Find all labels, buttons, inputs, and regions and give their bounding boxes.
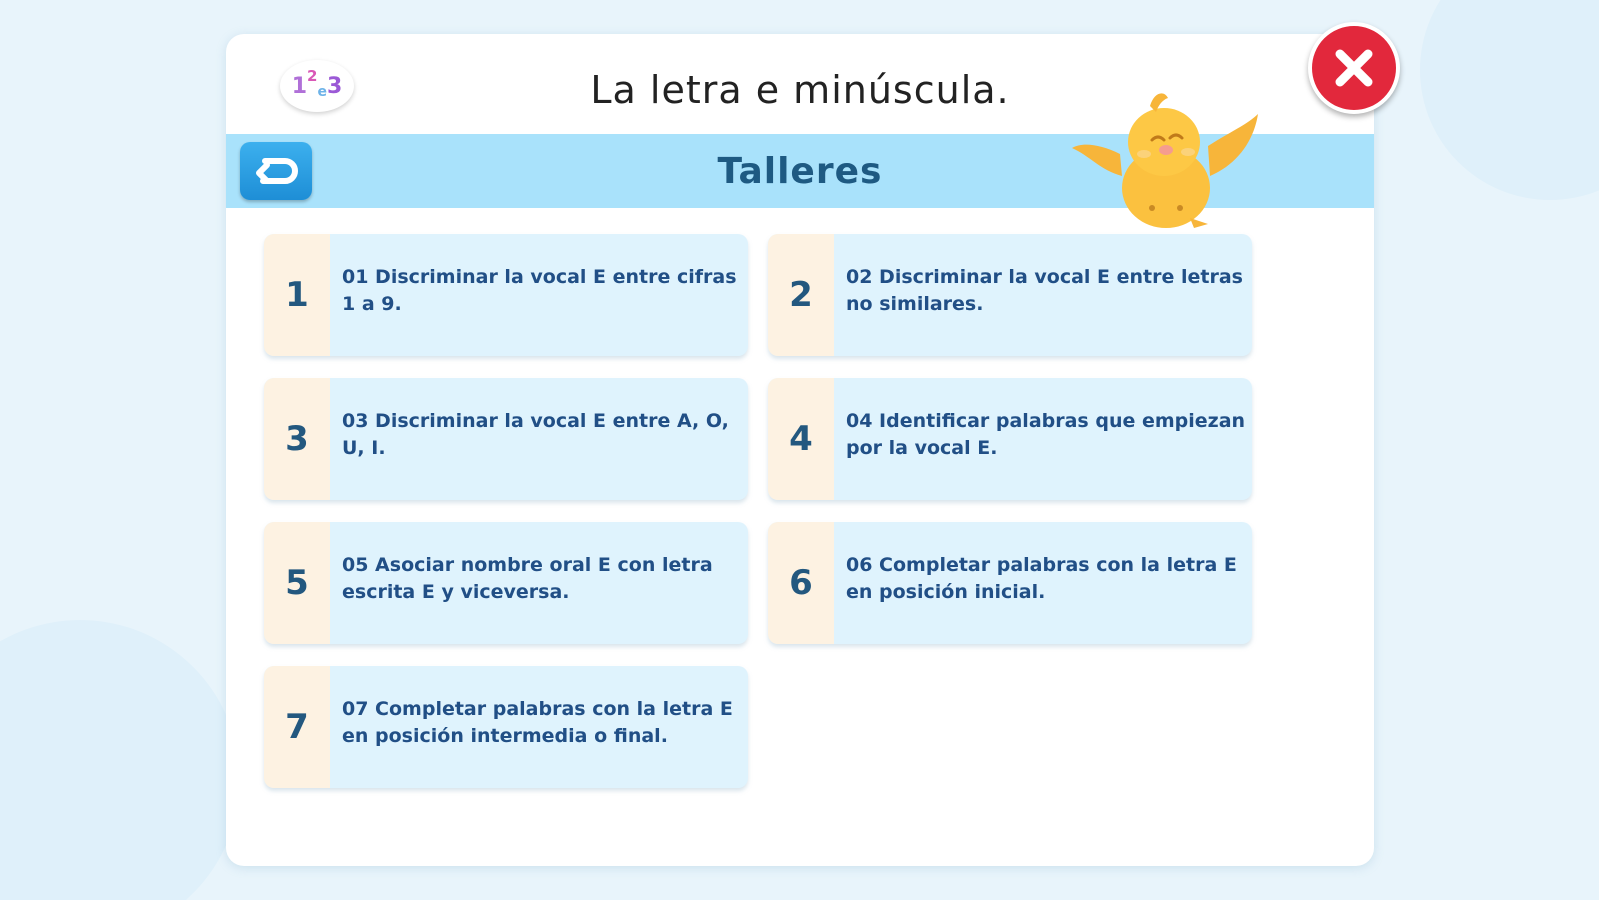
workshop-number: 2 bbox=[768, 234, 834, 356]
workshop-label: 07 Completar palabras con la letra E en posición intermedia o final. bbox=[342, 698, 733, 747]
workshop-label: 02 Discriminar la vocal E entre letras no similares. bbox=[846, 266, 1243, 315]
section-title: Talleres bbox=[717, 150, 883, 192]
workshop-number: 3 bbox=[264, 378, 330, 500]
logo-digit: 3 bbox=[326, 73, 343, 99]
workshop-number: 4 bbox=[768, 378, 834, 500]
workshop-card-6[interactable] bbox=[768, 522, 1252, 644]
workshop-number: 1 bbox=[264, 234, 330, 356]
app-logo bbox=[280, 60, 354, 112]
workshop-number: 7 bbox=[264, 666, 330, 788]
workshop-label: 03 Discriminar la vocal E entre A, O, U, I. bbox=[342, 410, 729, 459]
workshop-label: 06 Completar palabras con la letra E en posición inicial. bbox=[846, 554, 1237, 603]
workshop-label: 04 Identificar palabras que empiezan por la vocal E. bbox=[846, 410, 1246, 459]
workshop-number: 6 bbox=[768, 522, 834, 644]
workshop-number: 5 bbox=[264, 522, 330, 644]
background-decoration bbox=[1420, 0, 1599, 200]
logo-letter: e bbox=[317, 84, 327, 100]
workshop-label: 05 Asociar nombre oral E con letra escrita E y viceversa. bbox=[342, 554, 713, 603]
workshop-card-7[interactable] bbox=[264, 666, 748, 788]
workshop-label: 01 Discriminar la vocal E entre cifras 1 a 9. bbox=[342, 266, 737, 315]
close-x-icon bbox=[1332, 46, 1376, 90]
workshop-card-2[interactable] bbox=[768, 234, 1252, 356]
logo-digit: 1 bbox=[291, 73, 308, 99]
workshop-card-5[interactable] bbox=[264, 522, 748, 644]
background-decoration bbox=[0, 620, 240, 900]
bird-mascot bbox=[1070, 84, 1260, 234]
workshop-card-1[interactable] bbox=[264, 234, 748, 356]
workshop-card-3[interactable] bbox=[264, 378, 748, 500]
close-button[interactable] bbox=[1308, 22, 1400, 114]
logo-digit: 2 bbox=[307, 67, 318, 85]
page-title: La letra e minúscula. bbox=[590, 68, 1010, 112]
workshop-card-4[interactable] bbox=[768, 378, 1252, 500]
